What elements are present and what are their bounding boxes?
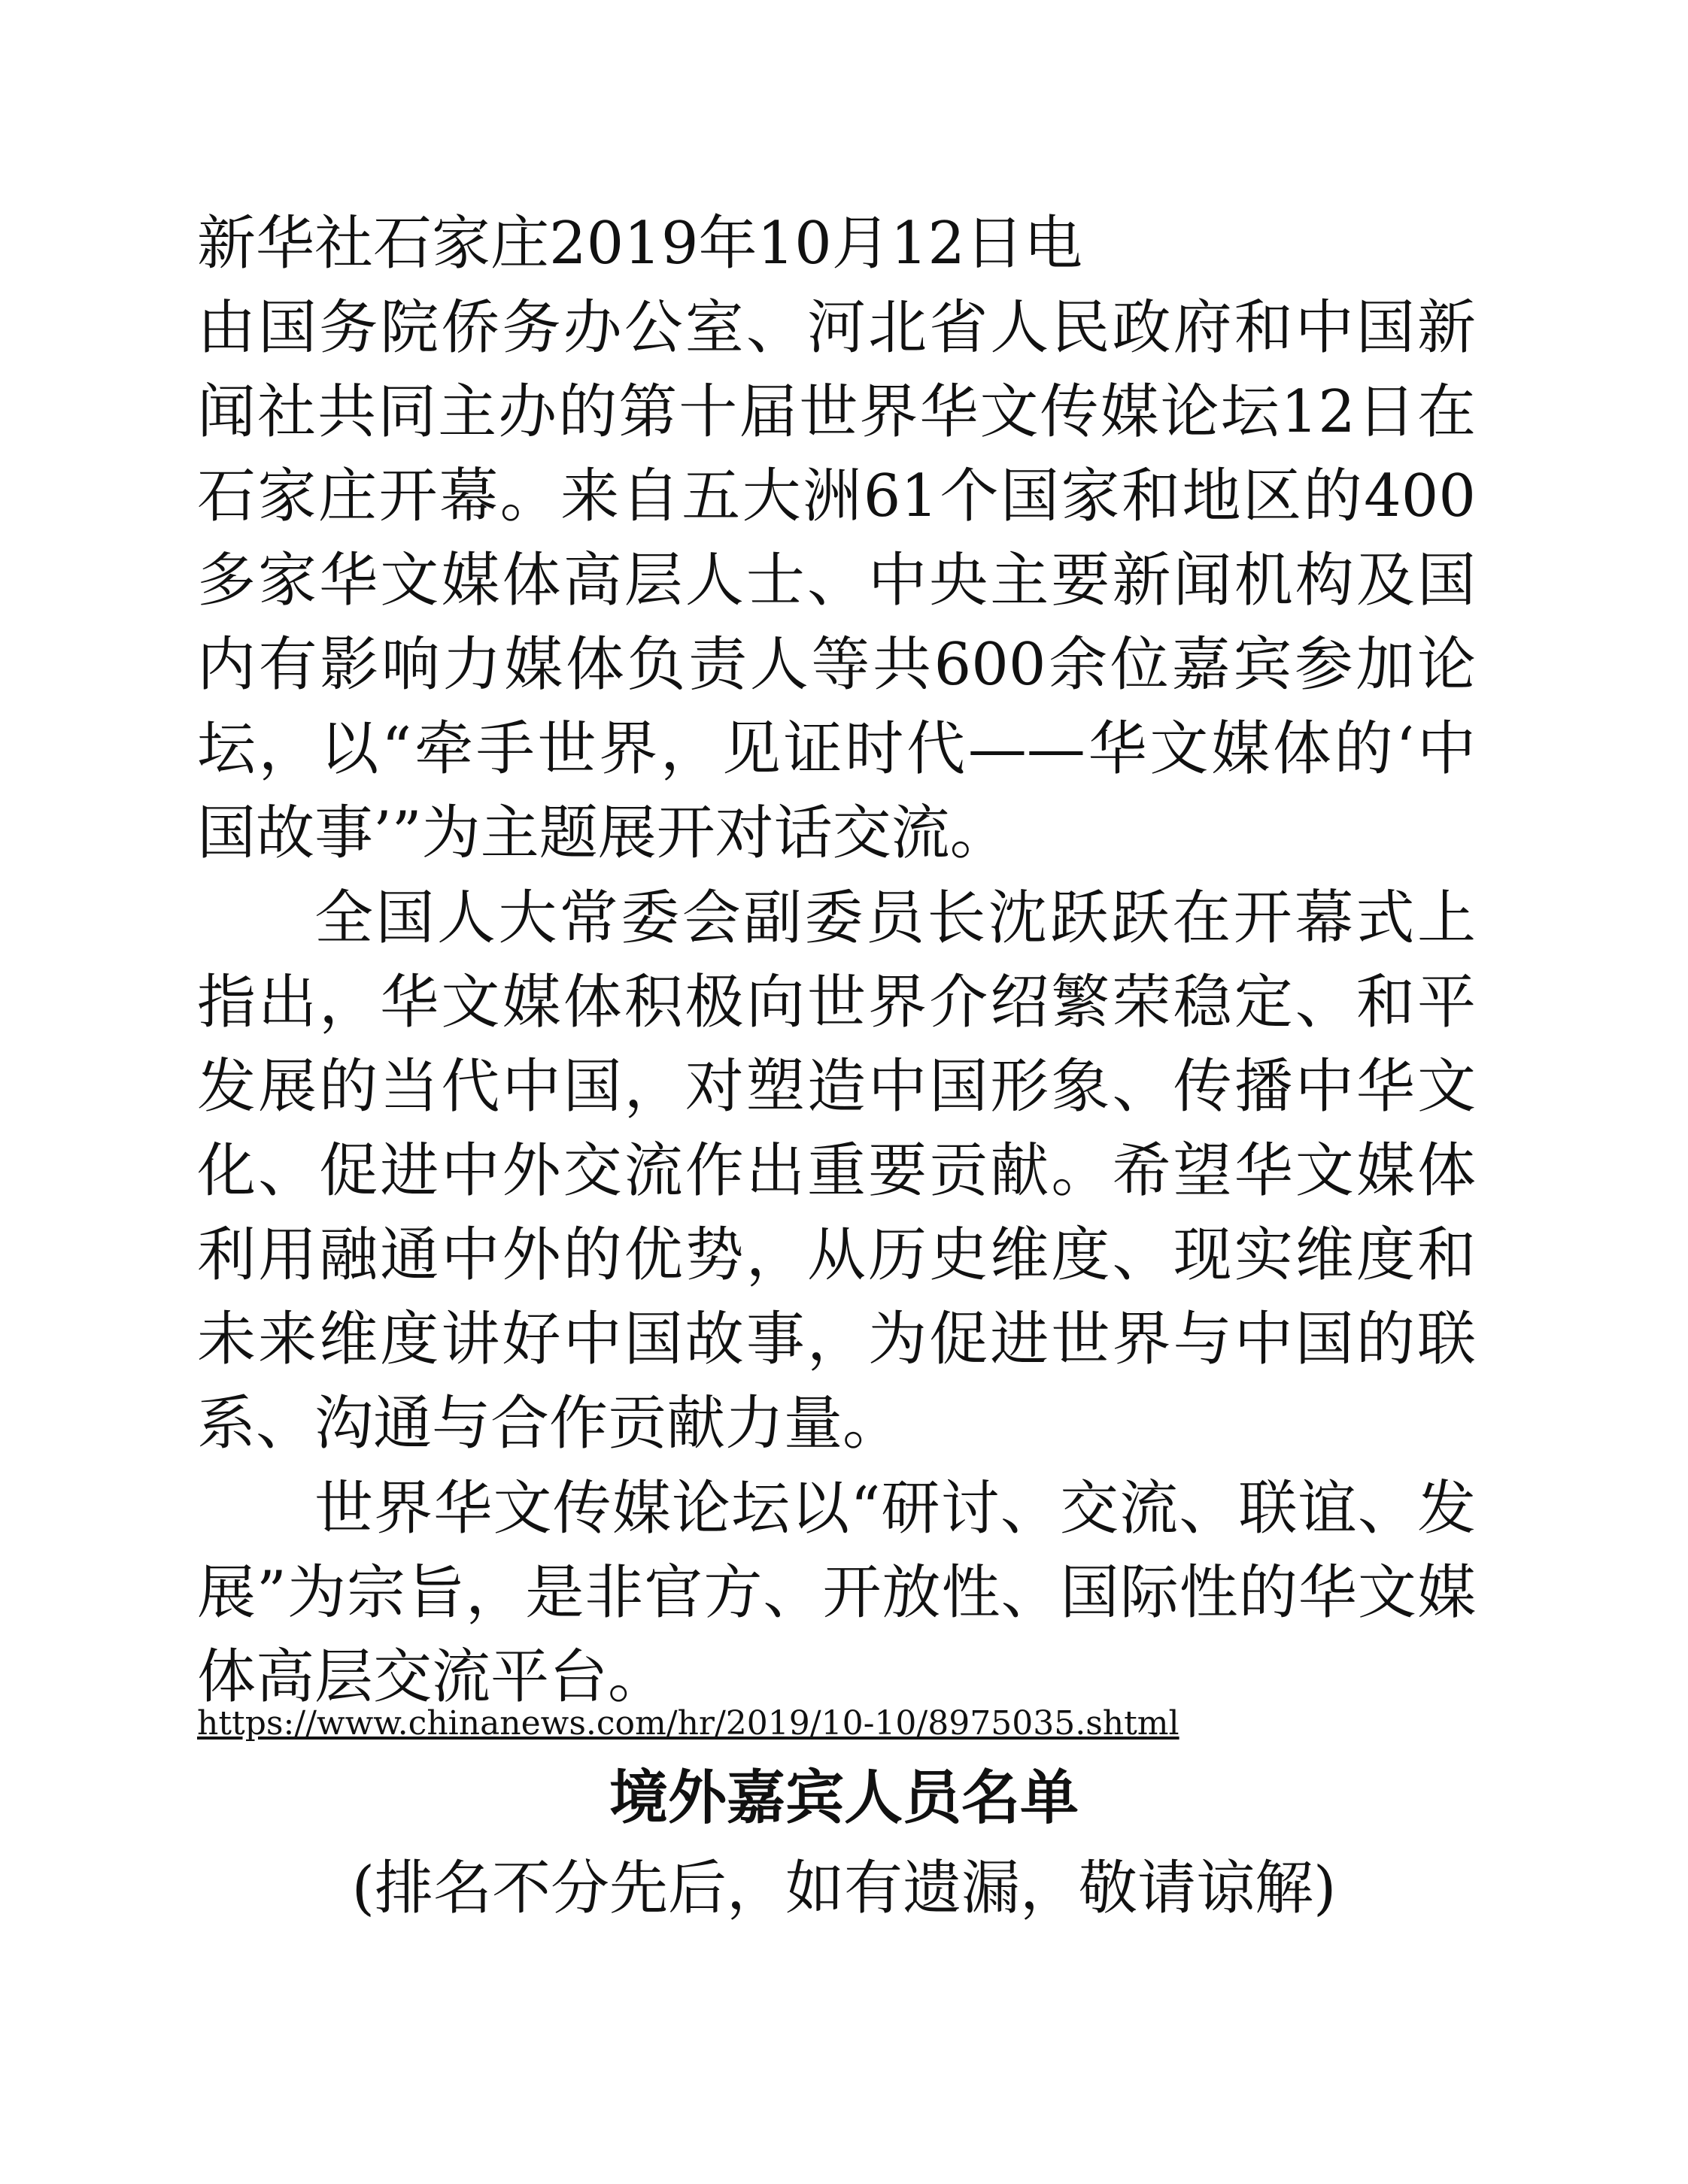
guest-list-note: (排名不分先后，如有遗漏，敬请谅解): [351, 1855, 1337, 1922]
article-paragraph-1: 由国务院侨务办公室、河北省人民政府和中国新闻社共同主办的第十届世界华文传媒论坛12日在石家庄开幕。来自五大洲61个国家和地区的400多家华文媒体高层人士、中央主要新闻机构及国内有影响力媒体负责人等共600余位嘉宾参加论坛，以“牵手世界，见证时代——华文媒体的‘中国故事’”为主题展开对话交流。: [197, 294, 1476, 867]
article-paragraph-3: 世界华文传媒论坛以“研讨、交流、联谊、发展”为宗旨，是非官方、开放性、国际性的华文媒体高层交流平台。: [197, 1475, 1476, 1711]
article-dateline: 新华社石家庄2019年10月12日电: [197, 210, 1083, 278]
guest-list-title: 境外嘉宾人员名单: [609, 1764, 1079, 1832]
article-paragraph-2: 全国人大常委会副委员长沈跃跃在开幕式上指出，华文媒体积极向世界介绍繁荣稳定、和平发展的当代中国，对塑造中国形象、传播中华文化、促进中外交流作出重要贡献。希望华文媒体利用融通中外的优势，从历史维度、现实维度和未来维度讲好中国故事，为促进世界与中国的联系、沟通与合作贡献力量。: [197, 884, 1476, 1458]
source-link[interactable]: https://www.chinanews.com/hr/2019/10-10/8975035.shtml: [197, 1704, 1179, 1743]
